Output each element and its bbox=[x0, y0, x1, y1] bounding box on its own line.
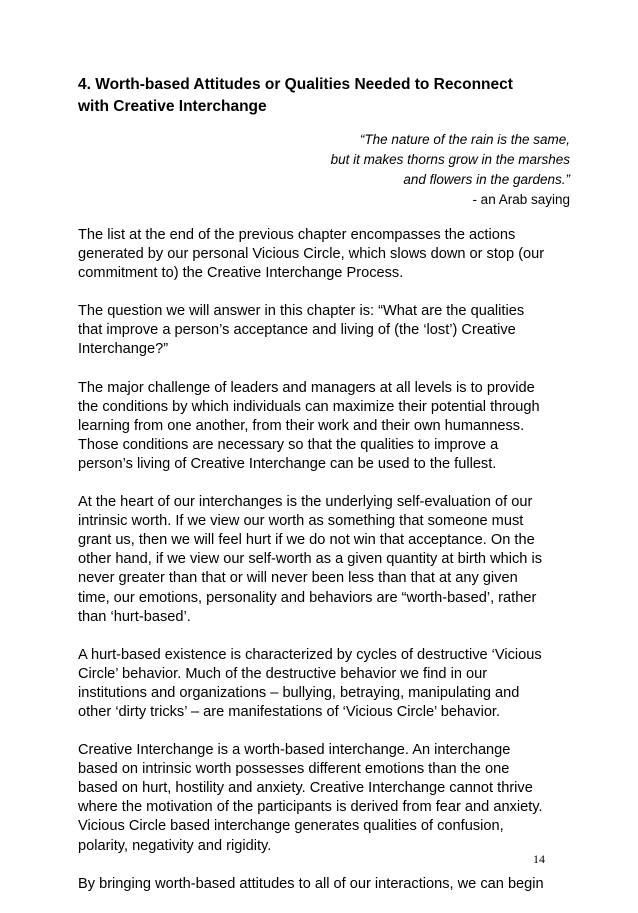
body-paragraph bbox=[78, 379, 570, 474]
body-text bbox=[78, 226, 570, 894]
paragraph-line: Interchange?” bbox=[78, 341, 169, 358]
paragraph-line: Circle’ behavior. Much of the destructive behavior we find in our bbox=[78, 665, 488, 682]
paragraph-line: the conditions by which individuals can maximize their potential through bbox=[78, 398, 540, 415]
paragraph-line: time, our emotions, personality and behaviors are “worth-based’, rather bbox=[78, 589, 537, 606]
page-number: 14 bbox=[533, 852, 545, 866]
paragraph-line: Creative Interchange is a worth-based interchange. An interchange bbox=[78, 742, 511, 759]
body-paragraph bbox=[78, 302, 570, 359]
paragraph-line: institutions and organizations – bullying, betraying, manipulating and bbox=[78, 684, 520, 701]
epigraph-attribution: - an Arab saying bbox=[472, 192, 570, 207]
paragraph-line: based on intrinsic worth possesses different emotions than the one bbox=[78, 761, 510, 778]
heading-line: 4. Worth-based Attitudes or Qualities Needed to Reconnect bbox=[78, 76, 513, 93]
paragraph-line: based on hurt, hostility and anxiety. Creative Interchange cannot thrive bbox=[78, 780, 533, 797]
body-paragraph bbox=[78, 741, 570, 856]
paragraph-line: The list at the end of the previous chapter encompasses the actions bbox=[78, 227, 516, 243]
paragraph-line: intrinsic worth. If we view our worth as something that someone must bbox=[78, 513, 524, 530]
paragraph-line: A hurt-based existence is characterized by cycles of destructive ‘Vicious bbox=[78, 646, 542, 663]
heading-line: with Creative Interchange bbox=[78, 98, 267, 115]
paragraph-line: Vicious Circle based interchange generates qualities of confusion, bbox=[78, 818, 504, 835]
paragraph-line: grant us, then we will feel hurt if we do not win that acceptance. On the bbox=[78, 532, 535, 549]
paragraph-line: The question we will answer in this chapter is: “What are the qualities bbox=[78, 303, 525, 320]
body-paragraph bbox=[78, 493, 570, 627]
paragraph-line: person’s living of Creative Interchange can be used to the fullest. bbox=[78, 455, 497, 472]
body-paragraph bbox=[78, 646, 570, 722]
epigraph-quote bbox=[78, 130, 570, 190]
paragraph-line: other ‘dirty tricks’ – are manifestations of ‘Vicious Circle’ behavior. bbox=[78, 703, 501, 720]
epigraph-line: “The nature of the rain is the same, bbox=[359, 132, 570, 147]
paragraph-line: where the motivation of the participants is derived from fear and anxiety. bbox=[78, 799, 543, 816]
paragraph-line: The major challenge of leaders and managers at all levels is to provide bbox=[78, 379, 535, 396]
paragraph-line: never greater than that or will never been less than that at any given bbox=[78, 570, 518, 587]
epigraph-line: but it makes thorns grow in the marshes bbox=[330, 152, 570, 167]
paragraph-line: At the heart of our interchanges is the underlying self-evaluation of our bbox=[78, 494, 533, 511]
body-paragraph bbox=[78, 226, 570, 283]
epigraph-line: and flowers in the gardens.” bbox=[403, 172, 570, 187]
paragraph-line: Those conditions are necessary so that the qualities to improve a bbox=[78, 436, 499, 453]
paragraph-line: learning from one another, from their work and their own humanness. bbox=[78, 417, 525, 434]
paragraph-line: other hand, if we view our self-worth as a given quantity at birth which is bbox=[78, 551, 542, 568]
chapter-heading bbox=[78, 74, 570, 118]
paragraph-line: By bringing worth-based attitudes to all of our interactions, we can begin bbox=[78, 875, 544, 892]
document-page bbox=[78, 74, 570, 913]
paragraph-line: commitment to) the Creative Interchange Process. bbox=[78, 265, 404, 282]
paragraph-line: polarity, negativity and rigidity. bbox=[78, 837, 272, 854]
body-paragraph bbox=[78, 875, 570, 894]
paragraph-line: than ‘hurt-based’. bbox=[78, 608, 191, 625]
paragraph-line: that improve a person’s acceptance and living of (the ‘lost’) Creative bbox=[78, 322, 516, 339]
paragraph-line: generated by our personal Vicious Circle, which slows down or stop (our bbox=[78, 246, 545, 263]
